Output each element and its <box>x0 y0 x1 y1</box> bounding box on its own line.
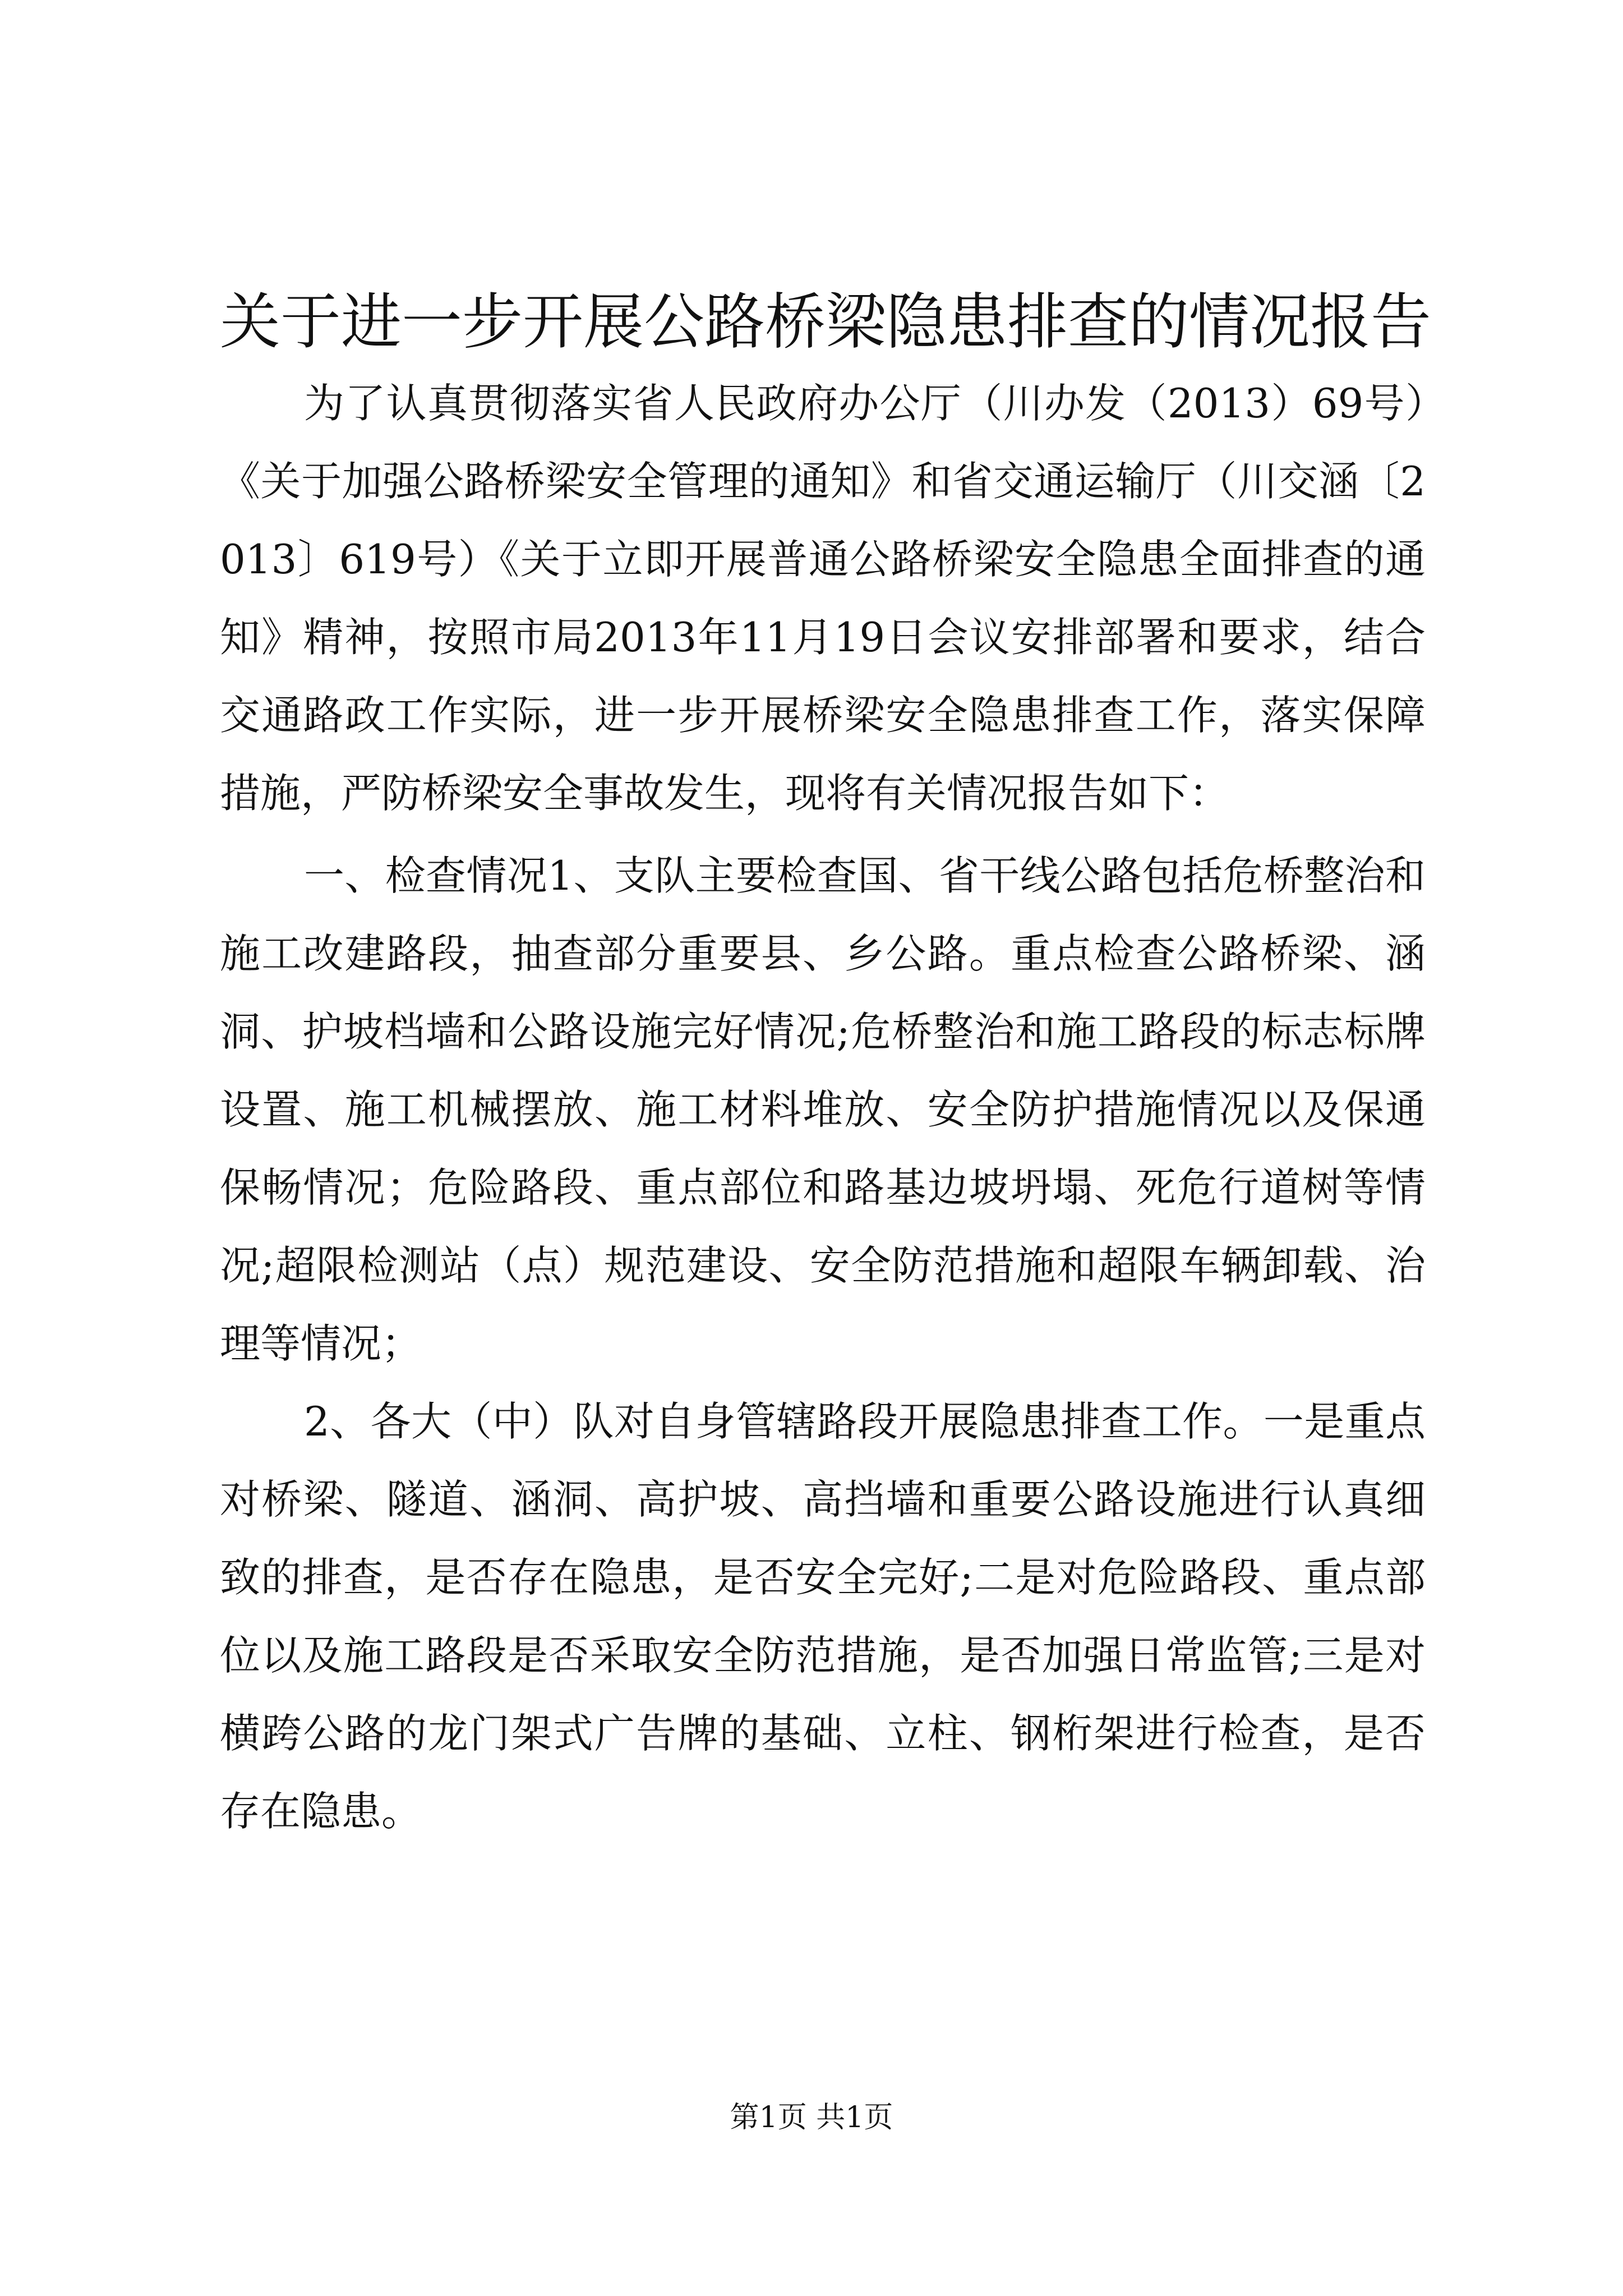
document-title: 关于进一步开展公路桥梁隐患排查的情况报告 <box>220 287 1432 357</box>
paragraph-intro: 为了认真贯彻落实省人民政府办公厅（川办发（2013）69号）《关于加强公路桥梁安全管理的通知》和省交通运输厅（川交涵〔2013〕619号）《关于立即开展普通公路桥梁安全隐患全面排查的通知》精神，按照市局2013年11月19日会议安排部署和要求，结合交通路政工作实际，进一步开展桥梁安全隐患排查工作，落实保障措施，严防桥梁安全事故发生，现将有关情况报告如下： <box>220 380 1426 817</box>
paragraph-team-investigation: 2、各大（中）队对自身管辖路段开展隐患排查工作。一是重点对桥梁、隧道、涵洞、高护坡、高挡墙和重要公路设施进行认真细致的排查，是否存在隐患，是否安全完好;二是对危险路段、重点部位以及施工路段是否采取安全防范措施，是否加强日常监管;三是对横跨公路的龙门架式广告牌的基础、立柱、钢桁架进行检查，是否存在隐患。 <box>220 1398 1426 1835</box>
paragraph-inspection-situation: 一、检查情况1、支队主要检查国、省干线公路包括危桥整治和施工改建路段，抽查部分重要县、乡公路。重点检查公路桥梁、涵洞、护坡档墙和公路设施完好情况;危桥整治和施工路段的标志标牌设置、施工机械摆放、施工材料堆放、安全防护措施情况以及保通保畅情况；危险路段、重点部位和路基边坡坍塌、死危行道树等情况;超限检测站（点）规范建设、安全防范措施和超限车辆卸载、治理等情况； <box>220 852 1426 1367</box>
document-body <box>220 365 1426 1851</box>
page-number-footer: 第1页 共1页 <box>730 2101 893 2134</box>
